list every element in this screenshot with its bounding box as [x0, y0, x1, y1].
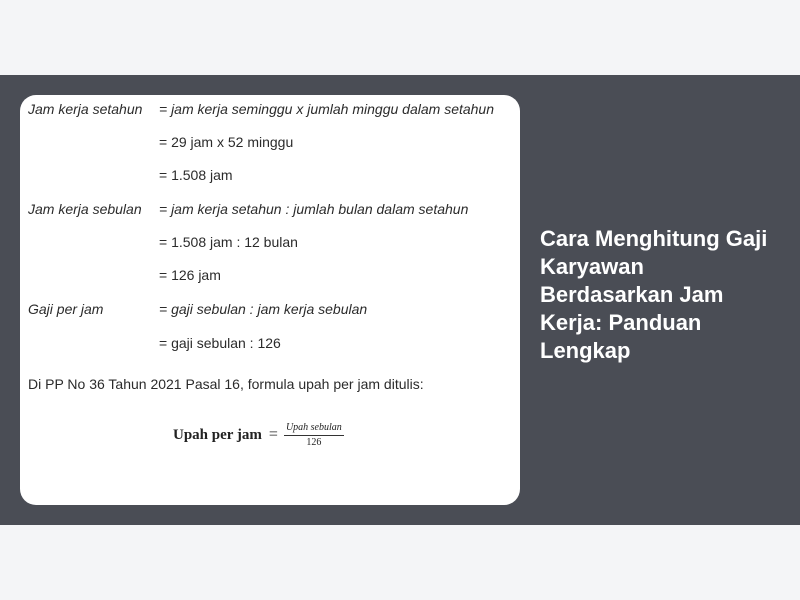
formula-denominator: 126 — [306, 436, 322, 448]
formula-image-card — [20, 95, 520, 505]
formula-fraction — [284, 422, 344, 449]
calc-expression: = 29 jam x 52 minggu — [159, 134, 294, 150]
calc-label: Jam kerja sebulan — [28, 201, 142, 217]
hourly-wage-formula — [173, 420, 344, 450]
calc-expression: = 126 jam — [159, 267, 221, 283]
calc-label: Gaji per jam — [28, 301, 104, 317]
bottom-strip — [0, 525, 800, 600]
calc-expression: = gaji sebulan : jam kerja sebulan — [159, 301, 368, 317]
formula-lhs: Upah per jam — [173, 426, 262, 443]
top-strip — [0, 0, 800, 75]
calc-expression: = 1.508 jam — [159, 167, 233, 183]
regulation-note: Di PP No 36 Tahun 2021 Pasal 16, formula upah per jam ditulis: — [28, 376, 424, 392]
calc-expression: = gaji sebulan : 126 — [159, 335, 281, 351]
calc-expression: = 1.508 jam : 12 bulan — [159, 234, 298, 250]
formula-equals: = — [268, 426, 278, 443]
calc-label: Jam kerja setahun — [28, 101, 143, 117]
formula-numerator: Upah sebulan — [284, 422, 344, 436]
calc-expression: = jam kerja seminggu x jumlah minggu dalam setahun — [159, 101, 495, 117]
article-title: Cara Menghitung Gaji Karyawan Berdasarkan Jam Kerja: Panduan Lengkap — [540, 226, 768, 363]
calc-expression: = jam kerja setahun : jumlah bulan dalam setahun — [159, 201, 469, 217]
